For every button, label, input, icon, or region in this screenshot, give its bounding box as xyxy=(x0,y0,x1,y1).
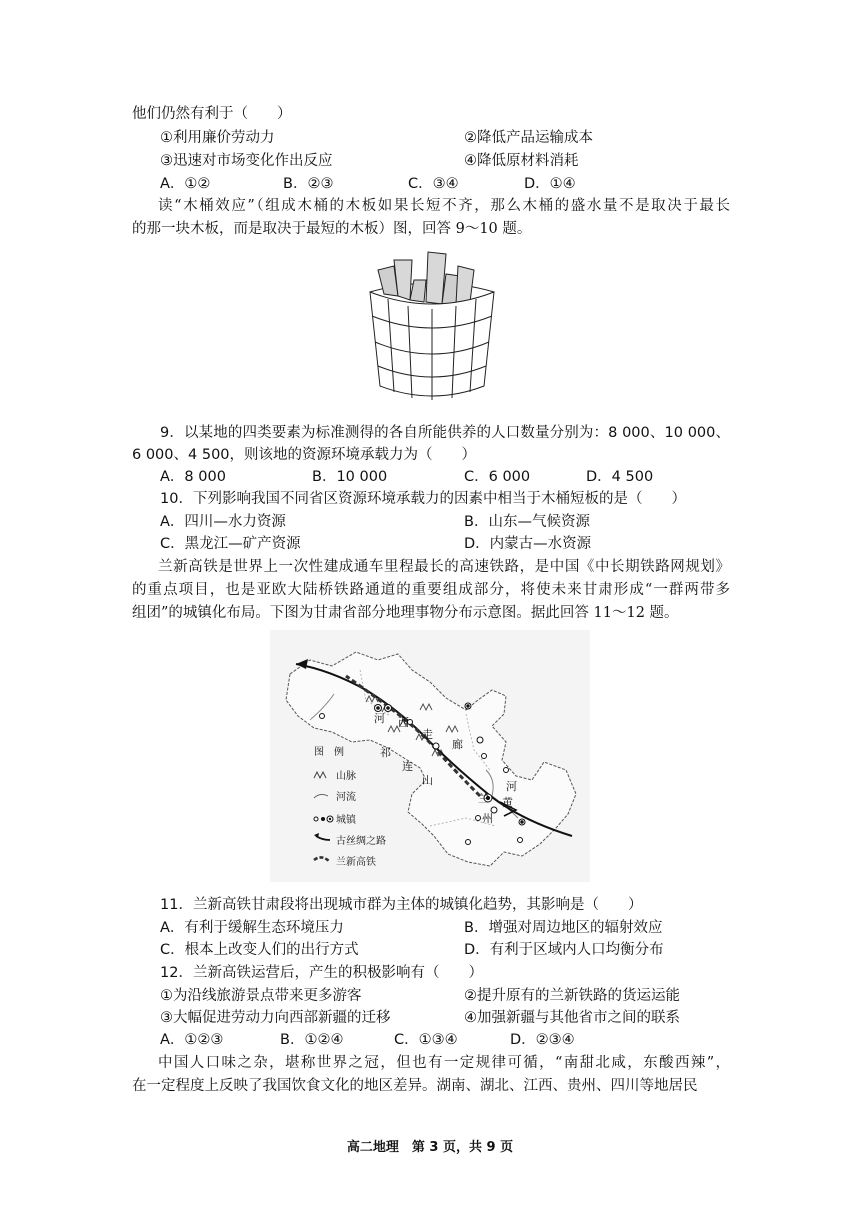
q10-choice-c: C．黑龙江—矿产资源 xyxy=(160,536,301,552)
map-label-he: 河 xyxy=(374,712,385,725)
q9-stem-line-1: 9．以某地的四类要素为标准测得的各自所能供养的人口数量分别为：8 000、10 000、 xyxy=(160,425,730,441)
q8-choice-a: A．①② xyxy=(160,176,211,192)
q8-choice-c: C．③④ xyxy=(408,176,459,192)
gansu-intro-line-1: 兰新高铁是世界上一次性建成通车里程最长的高速铁路，是中国《中长期铁路网规划》 xyxy=(158,559,730,575)
food-intro-line-2: 在一定程度上反映了我国饮食文化的地区差异。湖南、湖北、江西、贵州、四川等地居民 xyxy=(132,1078,698,1094)
q10-choice-b: B．山东—气候资源 xyxy=(464,514,590,530)
q11-choice-a: A．有利于缓解生态环境压力 xyxy=(160,920,344,936)
q11-choice-c: C．根本上改变人们的出行方式 xyxy=(160,942,359,958)
q12-option-3: ③大幅促进劳动力向西部新疆的迁移 xyxy=(160,1010,391,1026)
q12-option-2: ②提升原有的兰新铁路的货运运能 xyxy=(464,988,680,1004)
q12-option-1: ①为沿线旅游景点带来更多游客 xyxy=(160,988,362,1004)
legend-river: 河流 xyxy=(336,792,356,803)
barrel-intro-line-2: 的那一块木板，而是取决于最短的木板）图，回答 9～10 题。 xyxy=(132,221,532,237)
q12-choice-d: D．②③④ xyxy=(510,1032,575,1048)
legend-hsr: 兰新高铁 xyxy=(336,857,376,868)
food-intro-line-1: 中国人口味之杂，堪称世界之冠，但也有一定规律可循，“南甜北咸，东酸西辣”， xyxy=(158,1055,730,1071)
legend-mountain: 山脉 xyxy=(336,771,356,782)
map-label-lan: 兰 xyxy=(478,792,489,805)
map-label-shan: 山 xyxy=(422,774,433,787)
q9-choice-b: B．10 000 xyxy=(312,469,388,485)
q10-choice-d: D．内蒙古—水资源 xyxy=(464,536,592,552)
q8-option-1: ①利用廉价劳动力 xyxy=(160,130,275,146)
q12-option-4: ④加强新疆与其他省市之间的联系 xyxy=(464,1010,680,1026)
barrel-intro-line-1: 读“木桶效应”（组成木桶的木板如果长短不齐，那么木桶的盛水量不是取决于最长 xyxy=(158,198,730,214)
page-footer: 高二地理 第 3 页，共 9 页 xyxy=(346,1140,514,1155)
q12-choice-a: A．①②③ xyxy=(160,1032,224,1048)
map-label-huang: 黄 xyxy=(502,796,513,809)
map-label-lian: 连 xyxy=(402,760,413,773)
q8-stem-end: 他们仍然有利于（ ） xyxy=(132,106,292,122)
map-label-zhou: 州 xyxy=(482,812,493,825)
gansu-intro-line-2: 的重点项目，也是亚欧大陆桥铁路通道的重要组成部分，将使未来甘肃形成“一群两带多 xyxy=(132,582,730,598)
legend-silk-road: 古丝绸之路 xyxy=(336,836,386,847)
map-label-river: 河 xyxy=(506,780,517,793)
q9-choice-c: C．6 000 xyxy=(464,469,531,485)
map-label-qi: 祁 xyxy=(380,746,391,759)
q12-choice-b: B．①②④ xyxy=(280,1032,344,1048)
q8-option-3: ③迅速对市场变化作出反应 xyxy=(160,153,333,169)
q10-choice-a: A．四川—水力资源 xyxy=(160,514,286,530)
legend-town: 城镇 xyxy=(336,815,356,826)
q9-stem-line-2: 6 000、4 500，则该地的资源环境承载力为（ ） xyxy=(132,447,477,463)
gansu-map-figure xyxy=(270,630,590,882)
q8-option-2: ②降低产品运输成本 xyxy=(464,130,593,146)
q8-choice-b: B．②③ xyxy=(283,176,334,192)
map-label-lang: 廊 xyxy=(452,738,463,751)
q9-choice-a: A．8 000 xyxy=(160,469,226,485)
map-label-zou: 走 xyxy=(422,728,433,741)
q10-stem: 10．下列影响我国不同省区资源环境承载力的因素中相当于木桶短板的是（ ） xyxy=(160,491,686,507)
q12-choice-c: C．①③④ xyxy=(394,1032,458,1048)
q12-stem: 12．兰新高铁运营后，产生的积极影响有（ ） xyxy=(160,965,483,981)
map-label-xi: 西 xyxy=(398,716,409,729)
wooden-barrel-figure xyxy=(362,246,502,402)
gansu-intro-line-3: 组团”的城镇化布局。下图为甘肃省部分地理事物分布示意图。据此回答 11～12 题。 xyxy=(132,605,679,621)
legend-title: 图 例 xyxy=(314,747,344,758)
q8-option-4: ④降低原材料消耗 xyxy=(464,153,579,169)
q11-stem: 11．兰新高铁甘肃段将出现城市群为主体的城镇化趋势，其影响是（ ） xyxy=(160,897,643,913)
q11-choice-b: B．增强对周边地区的辐射效应 xyxy=(464,920,663,936)
q8-choice-d: D．①④ xyxy=(524,176,576,192)
q9-choice-d: D．4 500 xyxy=(586,469,654,485)
q11-choice-d: D．有利于区域内人口均衡分布 xyxy=(464,942,664,958)
